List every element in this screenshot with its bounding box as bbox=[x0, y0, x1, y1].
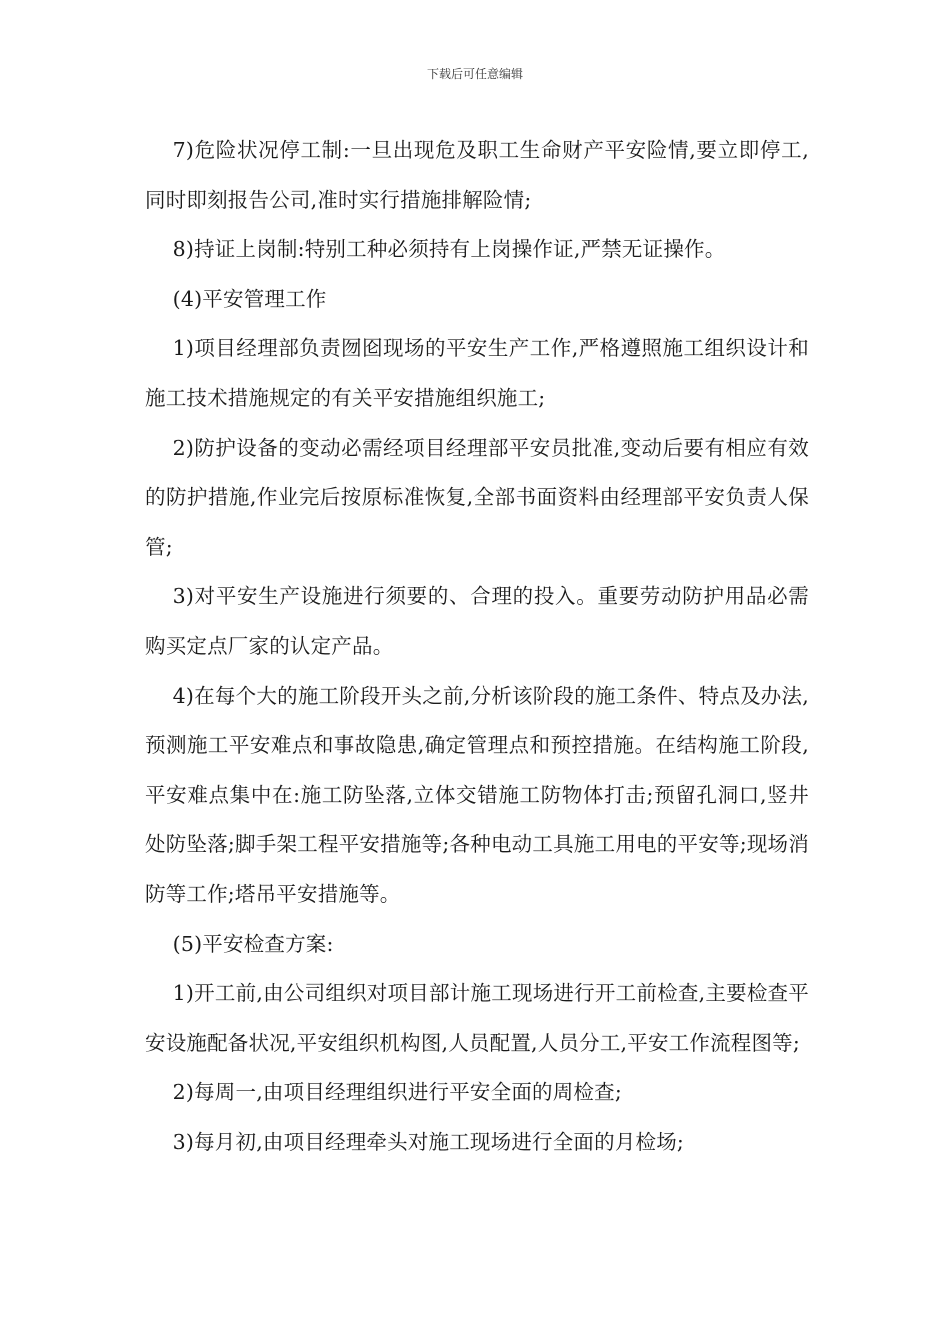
paragraph-certified-post-rule: 8)持证上岗制:特别工种必须持有上岗操作证,严禁无证操作。 bbox=[172, 237, 726, 262]
paragraph-management-item-2: 2)防护设备的变动必需经项目经理部平安员批准,变动后要有相应有效的防护措施,作业完后按原标准恢复,全部书面资料由经理部平安负责人保管; bbox=[145, 435, 809, 559]
paragraph-inspection-item-3: 3)每月初,由项目经理牵头对施工现场进行全面的月检场; bbox=[172, 1129, 685, 1154]
page-header: 下载后可任意编辑 bbox=[426, 67, 523, 81]
paragraph-inspection-item-2: 2)每周一,由项目经理组织进行平安全面的周检查; bbox=[172, 1080, 622, 1105]
section-heading-safety-management: (4)平安管理工作 bbox=[172, 286, 327, 311]
paragraph-management-item-1: 1)项目经理部负责囫囵现场的平安生产工作,严格遵照施工组织设计和施工技术措施规定的有关平安措施组织施工; bbox=[145, 336, 809, 410]
paragraph-management-item-3: 3)对平安生产设施进行须要的、合理的投入。重要劳动防护用品必需购买定点厂家的认定产品。 bbox=[145, 584, 809, 658]
paragraph-danger-stop-rule: 7)危险状况停工制:一旦出现危及职工生命财产平安险情,要立即停工,同时即刻报告公司,准时实行措施排解险情; bbox=[145, 138, 809, 212]
document-body bbox=[145, 126, 809, 1167]
section-heading-inspection-plan: (5)平安检查方案: bbox=[172, 931, 334, 956]
paragraph-management-item-4: 4)在每个大的施工阶段开头之前,分析该阶段的施工条件、特点及办法,预测施工平安难点和事故隐患,确定管理点和预控措施。在结构施工阶段,平安难点集中在:施工防坠落,立体交错施工防物体打击;预留孔洞口,竖井处防坠落;脚手架工程平安措施等;各种电动工具施工用电的平安等;现场消防等工作;塔吊平安措施等。 bbox=[145, 683, 809, 906]
paragraph-inspection-item-1: 1)开工前,由公司组织对项目部计施工现场进行开工前检查,主要检查平安设施配备状况,平安组织机构图,人员配置,人员分工,平安工作流程图等; bbox=[145, 981, 809, 1055]
